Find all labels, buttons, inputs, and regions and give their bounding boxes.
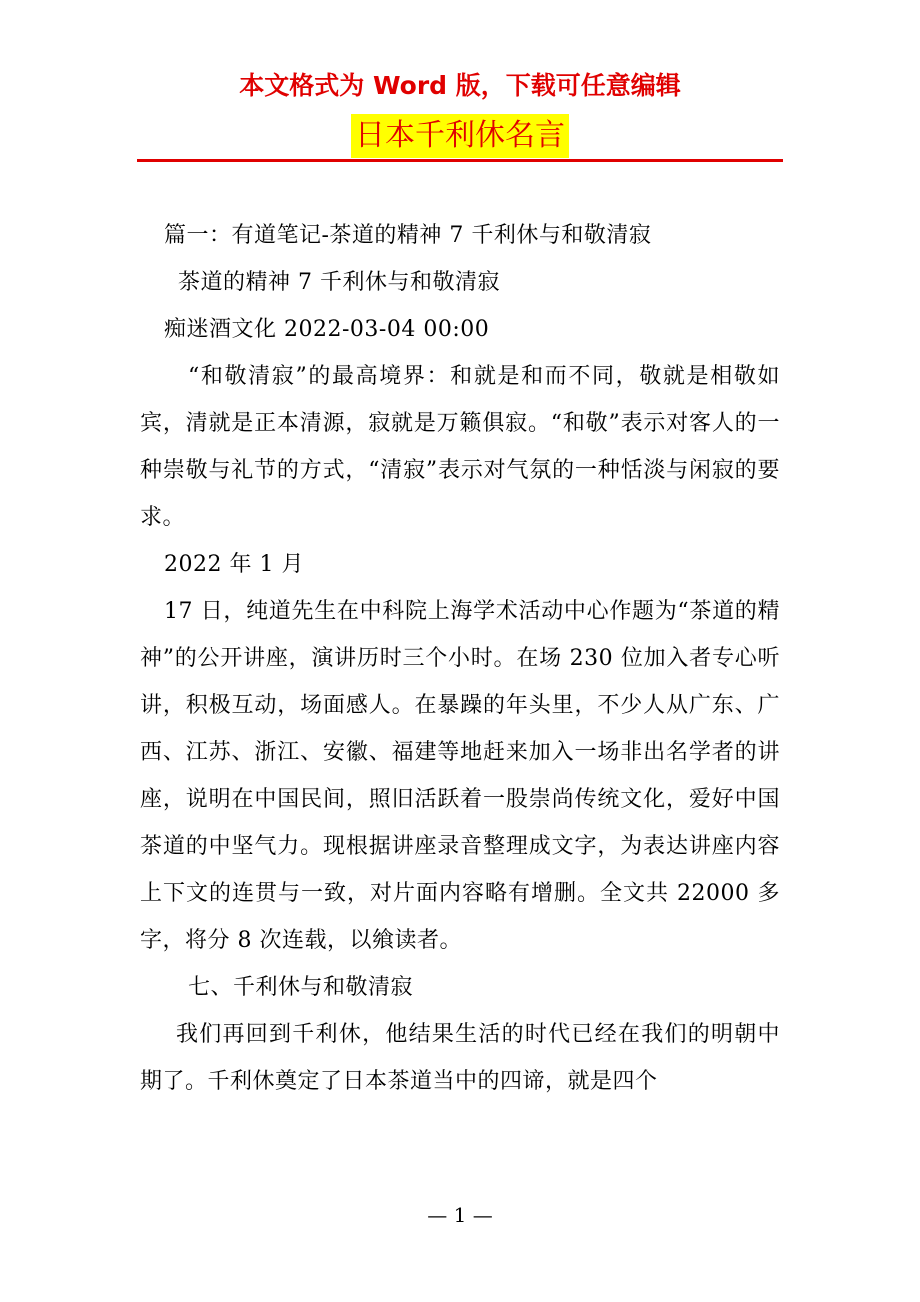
section-heading-2: 茶道的精神 7 千利休与和敬清寂 — [178, 270, 500, 295]
intro-paragraph: “和敬清寂”的最高境界：和就是和而不同，敬就是相敬如宾，清就是正本清源，寂就是万籁俱寂。“和敬”表示对客人的一种崇敬与礼节的方式，“清寂”表示对气氛的一种恬淡与闲寂的要求。 — [140, 364, 780, 530]
title-divider — [137, 159, 783, 162]
document-title: 日本千利休名言 — [351, 114, 569, 158]
section-heading-1: 篇一：有道笔记-茶道的精神 7 千利休与和敬清寂 — [164, 223, 652, 248]
date-line: 2022 年 1 月 — [164, 552, 304, 577]
format-notice-banner: 本文格式为 Word 版，下载可任意编辑 — [239, 71, 681, 100]
document-body — [140, 212, 780, 1105]
byline: 痴迷酒文化 2022-03-04 00:00 — [164, 317, 490, 342]
rikyu-paragraph: 我们再回到千利休，他结果生活的时代已经在我们的明朝中期了。千利休奠定了日本茶道当中的四谛，就是四个 — [140, 1022, 780, 1094]
title-container — [0, 114, 920, 158]
lecture-paragraph: 17 日，纯道先生在中科院上海学术活动中心作题为“茶道的精神”的公开讲座，演讲历时三个小时。在场 230 位加入者专心听讲，积极互动，场面感人。在暴躁的年头里，不少人从广东、广西、江苏、浙江、安徽、福建等地赶来加入一场非出名学者的讲座，说明在中国民间，照旧活跃着一股崇尚传统文化，爱好中国茶道的中坚气力。现根据讲座录音整理成文字，为表达讲座内容上下文的连贯与一致，对片面内容略有增删。全文共 22000 多字，将分 8 次连载，以飨读者。 — [140, 599, 780, 953]
section-heading-3: 七、千利休与和敬清寂 — [188, 975, 414, 1000]
page-number: — 1 — — [427, 1203, 493, 1227]
